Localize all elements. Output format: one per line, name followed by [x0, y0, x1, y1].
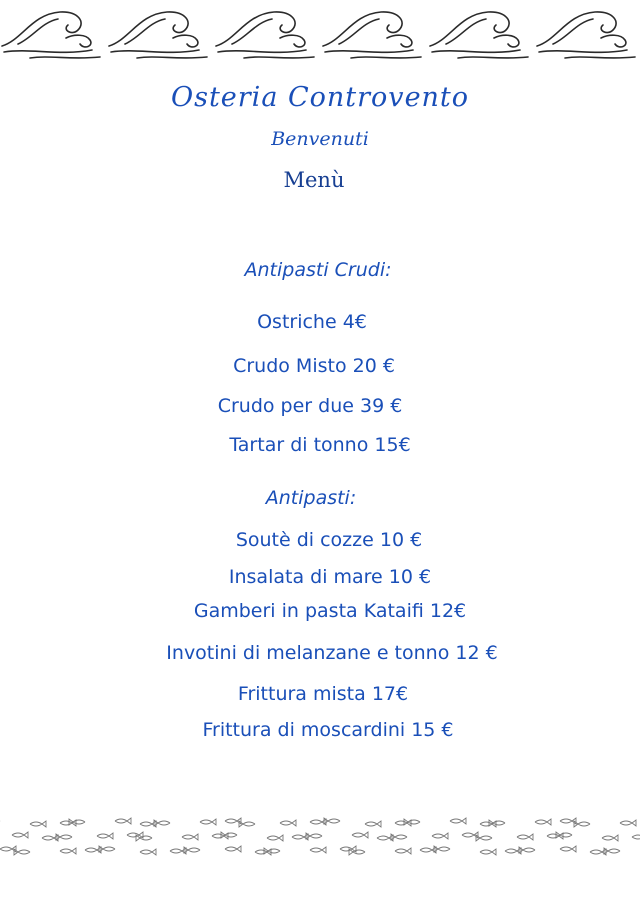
fish-icon — [69, 819, 85, 825]
fish-icon — [140, 849, 156, 855]
fish-icon — [30, 821, 46, 827]
restaurant-name: Osteria Controvento — [170, 82, 470, 113]
wave-crest — [323, 12, 402, 46]
greeting: Benvenuti — [271, 128, 369, 150]
wave-curl — [387, 35, 412, 47]
menu-item: Ostriche 4€ — [257, 311, 367, 333]
wave-base-line — [111, 50, 207, 58]
fish-icon — [255, 849, 271, 855]
fish-icon — [489, 820, 505, 826]
fish-icon — [450, 818, 466, 824]
menu-item: Frittura di moscardini 15 € — [202, 719, 454, 741]
menu-item: Gamberi in pasta Kataifi 12€ — [193, 600, 467, 622]
wave-base-line — [539, 50, 635, 58]
fish-icon — [395, 848, 411, 854]
fish-icon — [547, 833, 563, 839]
section-title-antipasti: Antipasti: — [265, 487, 357, 509]
fish-icon — [264, 848, 280, 854]
fish-icon — [395, 820, 411, 826]
menu-item: Soutè di cozze 10 € — [235, 529, 423, 551]
menu-item: Insalata di mare 10 € — [228, 566, 432, 588]
fish-icon — [602, 835, 618, 841]
wave-border-decoration — [0, 0, 640, 70]
fish-icon — [60, 820, 76, 826]
fish-icon — [221, 832, 237, 838]
fish-icon — [535, 819, 551, 825]
fish-icon — [620, 820, 636, 826]
wave-curl — [66, 35, 91, 47]
wave-crest — [430, 12, 509, 46]
fish-icon — [200, 819, 216, 825]
fish-icon — [480, 849, 496, 855]
wave-curl — [601, 35, 626, 47]
fish-icon — [60, 848, 76, 854]
wave-base-line — [432, 50, 528, 58]
menu-title: Menù — [283, 168, 345, 192]
fish-icon — [12, 832, 28, 838]
fish-pattern-decoration — [0, 815, 640, 865]
fish-icon — [310, 847, 326, 853]
fish-icon — [632, 834, 640, 840]
wave-curl — [173, 35, 198, 47]
fish-icon — [280, 820, 296, 826]
wave-base-line — [218, 50, 314, 58]
fish-icon — [212, 833, 228, 839]
fish-icon — [517, 834, 533, 840]
fish-icon — [365, 821, 381, 827]
wave-base-line — [4, 50, 100, 58]
menu-item: Crudo per due 39 € — [217, 395, 403, 417]
wave-curl — [280, 35, 305, 47]
menu-item: Frittura mista 17€ — [237, 683, 409, 705]
fish-icon — [556, 832, 572, 838]
fish-icon — [560, 846, 576, 852]
wave-crest — [537, 12, 616, 46]
menu-item: Crudo Misto 20 € — [233, 355, 395, 377]
wave-base-line — [325, 50, 421, 58]
fish-icon — [267, 835, 283, 841]
fish-icon — [480, 821, 496, 827]
fish-icon — [97, 833, 113, 839]
menu-item: Tartar di tonno 15€ — [229, 434, 411, 456]
fish-icon — [432, 833, 448, 839]
wave-curl — [494, 35, 519, 47]
fish-icon — [115, 818, 131, 824]
fish-icon — [404, 819, 420, 825]
wave-crest — [2, 12, 81, 46]
wave-crest — [216, 12, 295, 46]
section-title-antipasti-crudi: Antipasti Crudi: — [244, 259, 392, 281]
menu-item: Invotini di melanzane e tonno 12 € — [166, 642, 498, 664]
fish-icon — [225, 846, 241, 852]
wave-crest — [109, 12, 188, 46]
fish-icon — [352, 832, 368, 838]
fish-icon — [182, 834, 198, 840]
